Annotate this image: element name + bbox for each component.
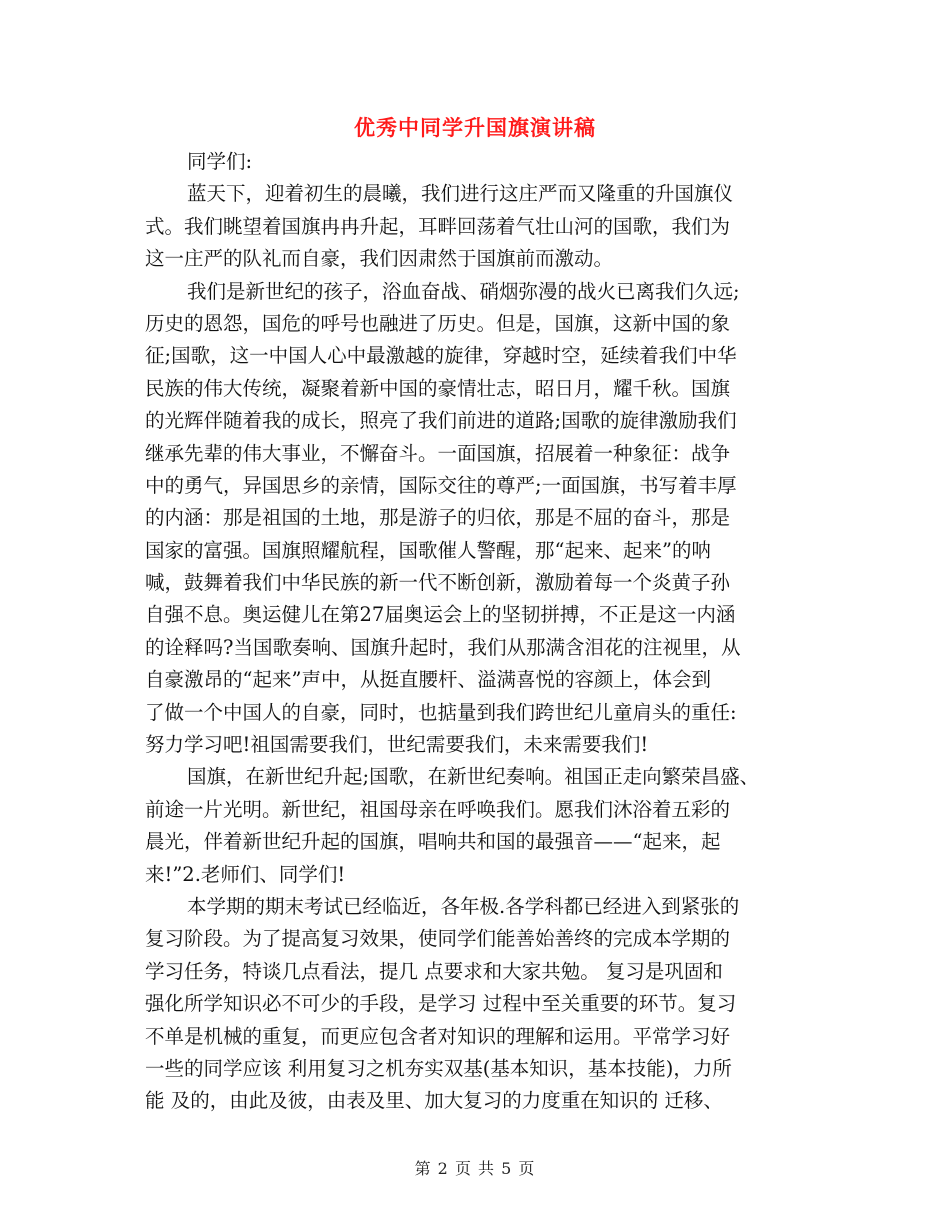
text-line: 同学们:: [187, 150, 253, 173]
text-line: 的光辉伴随着我的成长，照亮了我们前进的道路;国歌的旋律激励我们: [145, 409, 737, 433]
text-line: 前途一片光明。新世纪，祖国母亲在呼唤我们。愿我们沐浴着五彩的: [145, 797, 731, 821]
page-footer: 第 2 页 共 5 页: [414, 1159, 536, 1178]
text-line: 国旗，在新世纪升起;国歌，在新世纪奏响。祖国正走向繁荣昌盛、: [187, 765, 760, 789]
text-line: 我们是新世纪的孩子，浴血奋战、硝烟弥漫的战火已离我们久远;: [187, 279, 740, 303]
text-line: 了做一个中国人的自豪，同时，也掂量到我们跨世纪儿童肩头的重任:: [145, 700, 737, 724]
text-line: 的内涵：那是祖国的土地，那是游子的归依，那是不屈的奋斗，那是: [145, 506, 731, 530]
text-line: 来!”2.老师们、同学们!: [145, 862, 346, 886]
text-line: 这一庄严的队礼而自豪，我们因肃然于国旗前而激动。: [145, 247, 614, 271]
text-line: 继承先辈的伟大事业，不懈奋斗。一面国旗，招展着一种象征：战争: [145, 441, 731, 465]
document-body: [145, 146, 805, 1118]
text-line: 晨光，伴着新世纪升起的国旗，唱响共和国的最强音——“起来，起: [145, 830, 721, 854]
text-line: 式。我们眺望着国旗冉冉升起，耳畔回荡着气壮山河的国歌，我们为: [145, 214, 731, 238]
text-line: 学习任务，特谈几点看法，提几 点要求和大家共勉。 复习是巩固和: [145, 959, 723, 983]
text-line: 征;国歌，这一中国人心中最激越的旋律，穿越时空，延续着我们中华: [145, 344, 737, 368]
text-line: 自强不息。奥运健儿在第27届奥运会上的坚韧拼搏，不正是这一内涵: [145, 603, 736, 627]
text-line: 复习阶段。为了提高复习效果，使同学们能善始善终的完成本学期的: [145, 927, 731, 951]
text-line: 历史的恩怨，国危的呼号也融进了历史。但是，国旗，这新中国的象: [145, 311, 731, 335]
text-line: 努力学习吧!祖国需要我们，世纪需要我们，未来需要我们!: [145, 733, 649, 757]
text-line: 国家的富强。国旗照耀航程，国歌催人警醒，那“起来、起来”的呐: [145, 538, 711, 562]
text-line: 一些的同学应该 利用复习之机夯实双基(基本知识，基本技能)，力所: [145, 1056, 732, 1080]
text-line: 中的勇气，异国思乡的亲情，国际交往的尊严;一面国旗，书写着丰厚: [145, 473, 737, 497]
text-line: 的诠释吗?当国歌奏响、国旗升起时，我们从那满含泪花的注视里，从: [145, 635, 741, 659]
page-title: 优秀中同学升国旗演讲稿: [354, 116, 596, 140]
text-line: 民族的伟大传统，凝聚着新中国的豪情壮志，昭日月，耀千秋。国旗: [145, 376, 731, 400]
text-line: 强化所学知识必不可少的手段，是学习 过程中至关重要的环节。复习: [145, 992, 737, 1016]
text-line: 不单是机械的重复，而更应包含者对知识的理解和运用。平常学习好: [145, 1024, 731, 1048]
text-line: 喊，鼓舞着我们中华民族的新一代不断创新，激励着每一个炎黄子孙: [145, 571, 731, 595]
text-line: 自豪激昂的“起来”声中，从挺直腰杆、溢满喜悦的容颜上，体会到: [145, 668, 711, 692]
text-line: 能 及的，由此及彼，由表及里、加大复习的力度重在知识的 迁移、: [145, 1089, 723, 1113]
text-line: 本学期的期末考试已经临近，各年极.各学科都已经进入到紧张的: [187, 894, 740, 918]
text-line: 蓝天下，迎着初生的晨曦，我们进行这庄严而又隆重的升国旗仪: [187, 182, 734, 206]
